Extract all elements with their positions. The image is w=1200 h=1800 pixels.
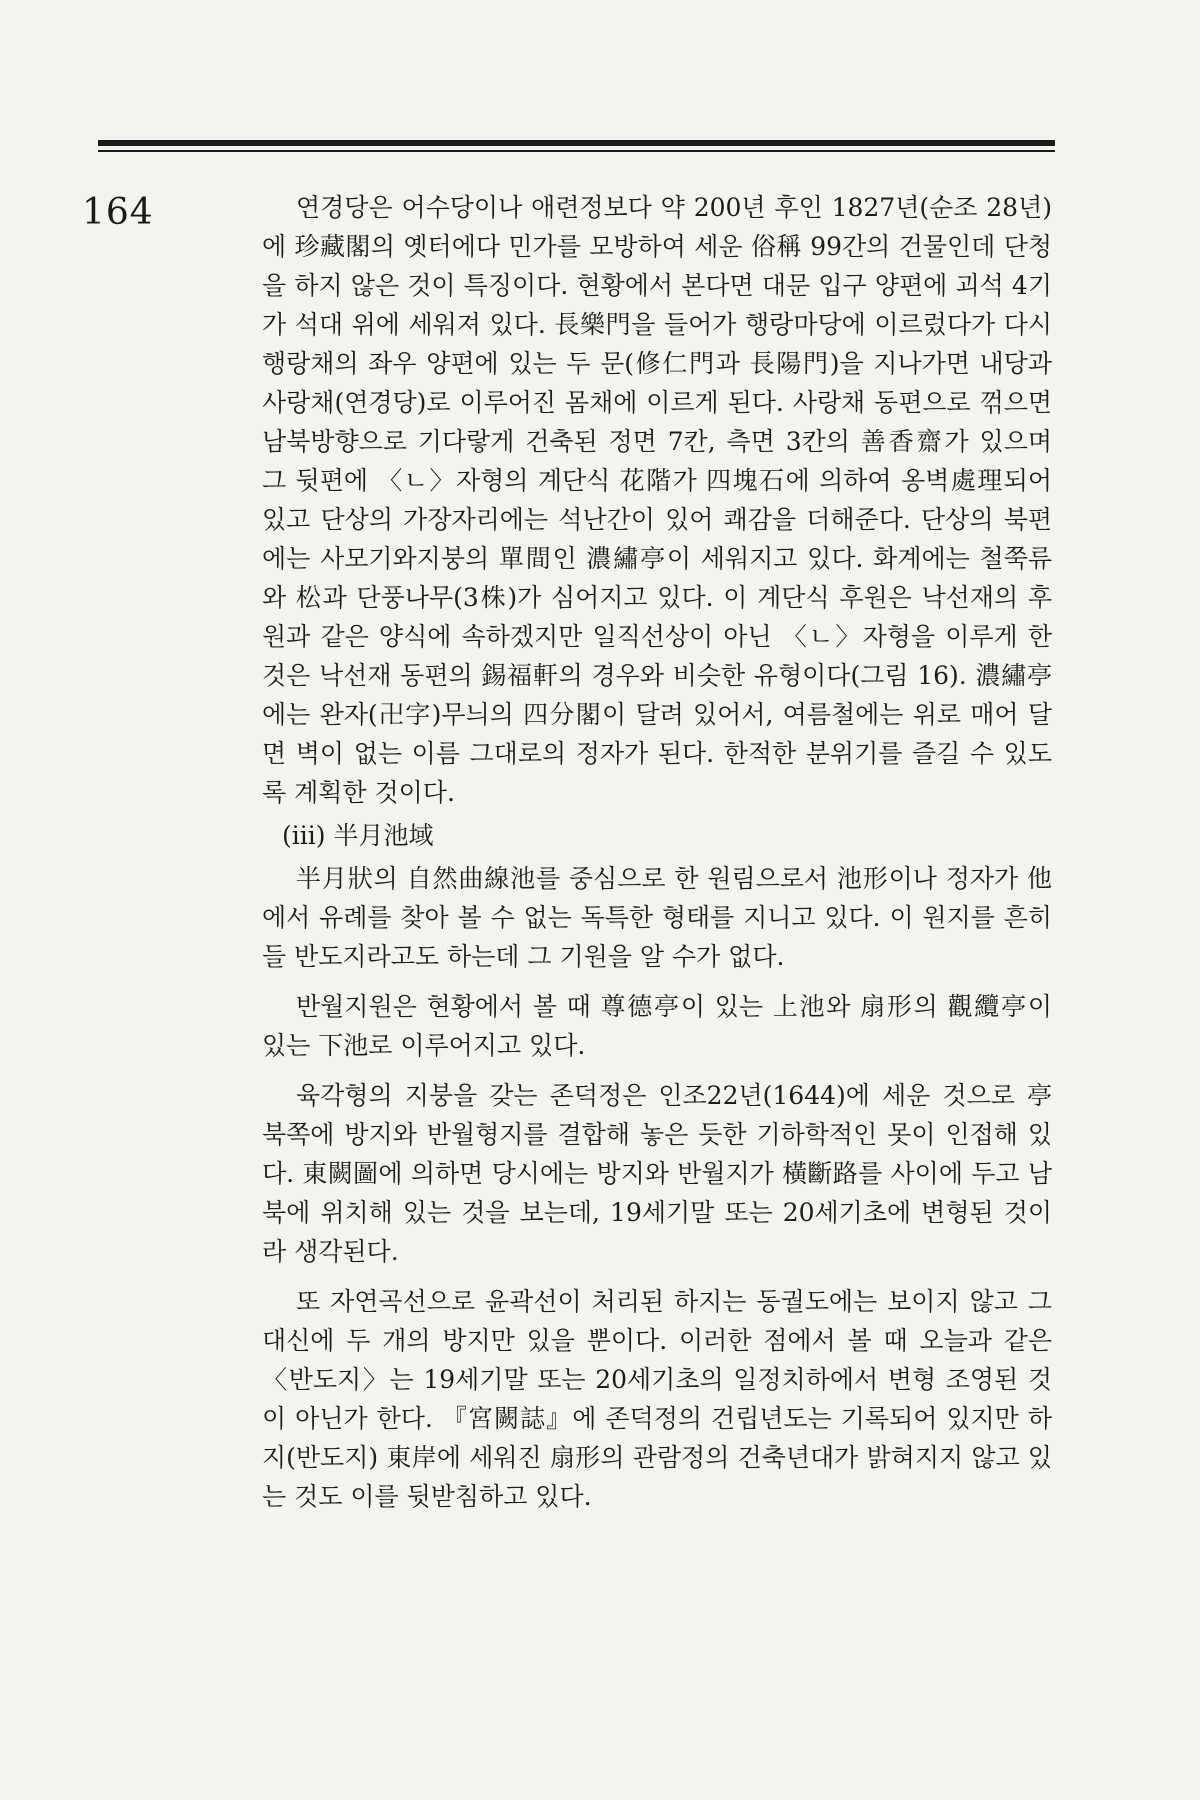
page-number: 164: [82, 192, 154, 233]
header-rule-thick: [98, 140, 1055, 146]
paragraph: 육각형의 지붕을 갖는 존덕정은 인조22년(1644)에 세운 것으로 亭 북쪽에 방지와 반월형지를 결합해 놓은 듯한 기하학적인 못이 인접해 있다. 東闕圖에 의하면 당시에는 방지와 반월지가 橫斷路를 사이에 두고 남북에 위치해 있는 것을 보는데, 19세기말 또는 20세기초에 변형된 것이라 생각된다.: [262, 1081, 1052, 1266]
body-text: [262, 188, 1052, 1516]
paragraph: 半月狀의 自然曲線池를 중심으로 한 원림으로서 池形이나 정자가 他에서 유례를 찾아 볼 수 없는 독특한 형태를 지니고 있다. 이 원지를 흔히들 반도지라고도 하는데 그 기원을 알 수가 없다.: [262, 864, 1052, 971]
paragraph: 또 자연곡선으로 윤곽선이 처리된 하지는 동궐도에는 보이지 않고 그 대신에 두 개의 방지만 있을 뿐이다. 이러한 점에서 볼 때 오늘과 같은 〈반도지〉는 19세기말 또는 20세기초의 일정치하에서 변형 조영된 것이 아닌가 한다. 『宮闕誌』에 존덕정의 건립년도는 기록되어 있지만 하지(반도지) 東岸에 세워진 扇形의 관람정의 건축년대가 밝혀지지 않고 있는 것도 이를 뒷받침하고 있다.: [262, 1287, 1052, 1511]
paragraph: 반월지원은 현황에서 볼 때 尊德亭이 있는 上池와 扇形의 觀纜亭이 있는 下池로 이루어지고 있다.: [262, 992, 1052, 1060]
header-rule-thin: [98, 150, 1055, 152]
paragraph: 연경당은 어수당이나 애련정보다 약 200년 후인 1827년(순조 28년)에 珍藏閣의 옛터에다 민가를 모방하여 세운 俗稱 99간의 건물인데 단청을 하지 않은 것이 특징이다. 현황에서 본다면 대문 입구 양편에 괴석 4기가 석대 위에 세워져 있다. 長樂門을 들어가 행랑마당에 이르렀다가 다시 행랑채의 좌우 양편에 있는 두 문(修仁門과 長陽門)을 지나가면 내당과 사랑채(연경당)로 이루어진 몸채에 이르게 된다. 사랑채 동편으로 꺾으면 남북방향으로 기다랗게 건축된 정면 7칸, 측면 3칸의 善香齋가 있으며 그 뒷편에 〈ㄴ〉자형의 계단식 花階가 四塊石에 의하여 옹벽處理되어 있고 단상의 가장자리에는 석난간이 있어 쾌감을 더해준다. 단상의 북편에는 사모기와지붕의 單間인 濃繡亭이 세워지고 있다. 화계에는 철쭉류와 松과 단풍나무(3株)가 심어지고 있다. 이 계단식 후원은 낙선재의 후원과 같은 양식에 속하겠지만 일직선상이 아닌 〈ㄴ〉자형을 이루게 한 것은 낙선재 동편의 錫福軒의 경우와 비슷한 유형이다(그림 16). 濃繡亭에는 완자(卍字)무늬의 四分閣이 달려 있어서, 여름철에는 위로 매어 달면 벽이 없는 이름 그대로의 정자가 된다. 한적한 분위기를 즐길 수 있도록 계획한 것이다.: [262, 193, 1052, 807]
section-heading: (iii) 半月池域: [282, 821, 434, 850]
